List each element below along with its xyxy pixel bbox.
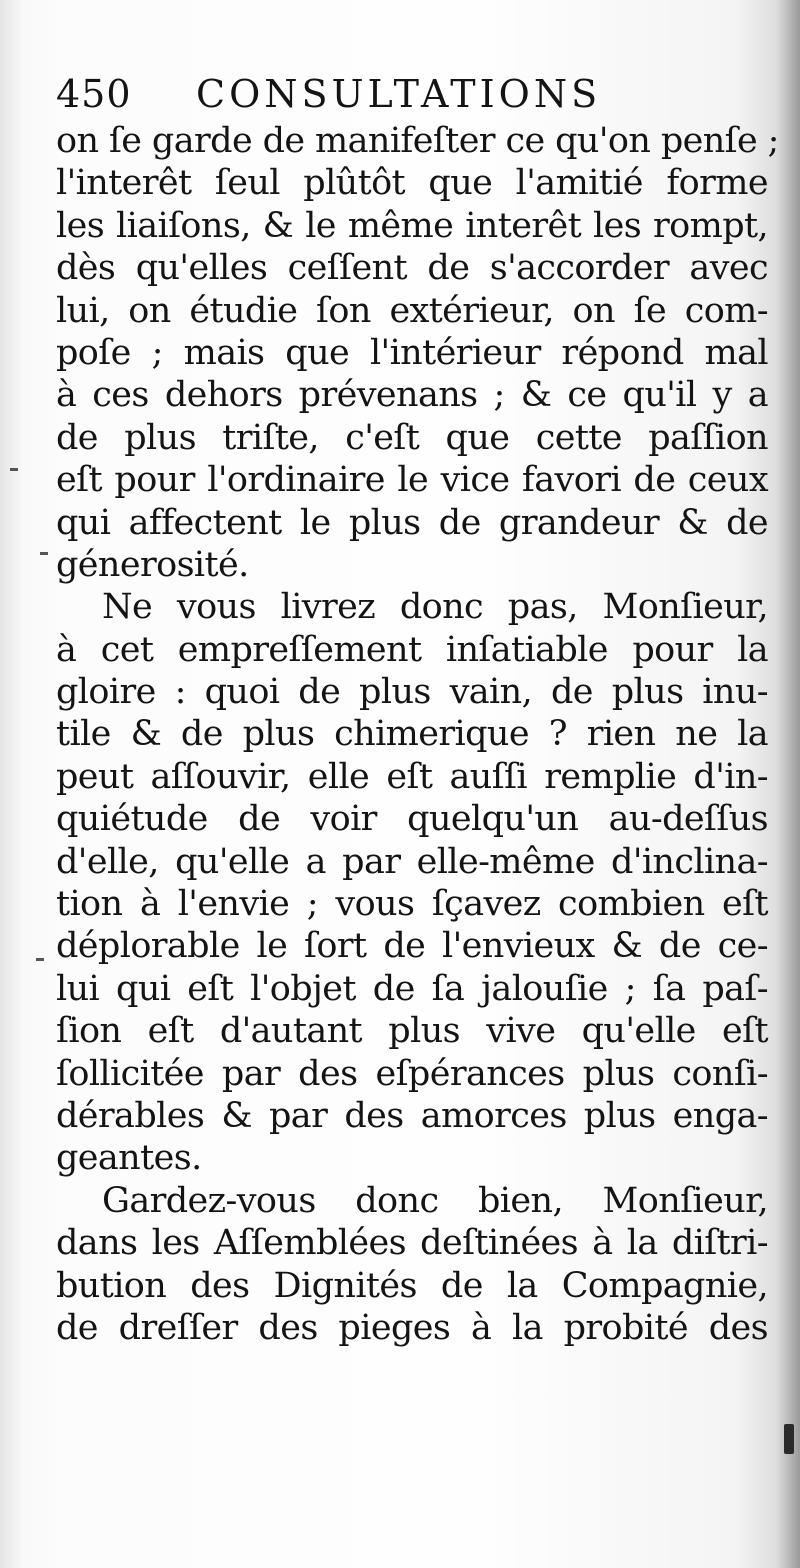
text-line: quiétude de voir quelqu'un au-deſſus [56,799,768,840]
text-line: d'elle, qu'elle a par elle-même d'inclina- [56,841,768,882]
margin-mark [40,552,48,555]
text-line: l'interêt ſeul plûtôt que l'amitié forme [56,163,768,204]
margin-mark [10,468,18,471]
page-text-block [56,68,779,1349]
page-number: 450 [56,72,132,116]
text-line: dès qu'elles ceſſent de s'accorder avec [56,248,768,289]
text-line: de plus triſte, c'eſt que cette paſſion [56,417,768,458]
page-gutter-shadow [0,0,22,1568]
text-line: dérables & par des amorces plus enga- [56,1095,768,1136]
text-line: les liaiſons, & le même interêt les rompt, [56,205,768,246]
text-line: lui, on étudie ſon extérieur, on ſe com- [56,290,768,331]
text-line: ſollicitée par des eſpérances plus conſi- [56,1053,768,1094]
text-line: Ne vous livrez donc pas, Monſieur, [102,587,768,628]
text-line: ſion eſt d'autant plus vive qu'elle eſt [56,1011,768,1052]
text-line: à ces dehors prévenans ; & ce qu'il y a [56,375,768,416]
running-title: CONSULTATIONS [196,72,602,116]
margin-mark [36,958,44,961]
text-line: tion à l'envie ; vous ſçavez combien eſt [56,884,768,925]
text-line: poſe ; mais que l'intérieur répond mal [56,332,768,373]
text-line: de dreſſer des pieges à la probité des [56,1307,768,1348]
text-line: lui qui eſt l'objet de ſa jalouſie ; ſa paſ- [56,968,768,1009]
text-line: peut aſſouvir, elle eſt auſſi remplie d'in- [56,756,768,797]
text-line: gloire : quoi de plus vain, de plus inu- [56,672,768,713]
text-line: geantes. [56,1138,202,1179]
text-line: tile & de plus chimerique ? rien ne la [56,714,768,755]
text-line: à cet empreſſement inſatiable pour la [56,629,768,670]
text-line: qui affectent le plus de grandeur & de [56,502,768,543]
text-line: Gardez-vous donc bien, Monſieur, [102,1180,768,1221]
text-line: dans les Aſſemblées deſtinées à la diſtri- [56,1223,768,1264]
text-line: bution des Dignités de la Compagnie, [56,1265,768,1306]
running-head [56,68,768,120]
text-line: déplorable le ſort de l'envieux & de ce- [56,926,768,967]
text-line: on ſe garde de manifeſter ce qu'on penſe ; [56,121,779,161]
text-line: génerosité. [56,544,249,585]
page-edge-mark [784,1424,794,1454]
text-line: eſt pour l'ordinaire le vice favori de ceux [56,460,768,501]
